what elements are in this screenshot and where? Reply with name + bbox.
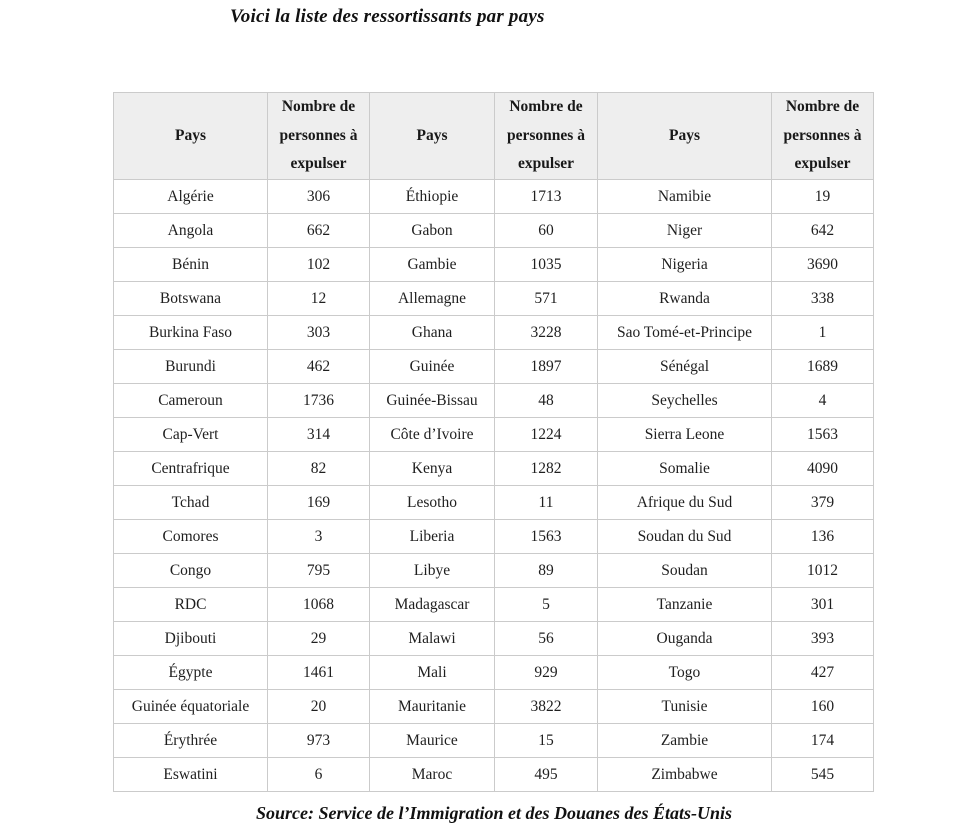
table-row <box>114 520 874 554</box>
country-cell: Zambie <box>598 724 772 758</box>
page-title: Voici la liste des ressortissants par pays <box>230 6 545 27</box>
value-cell: 160 <box>772 690 874 724</box>
value-cell: 379 <box>772 486 874 520</box>
table-row <box>114 248 874 282</box>
value-cell: 5 <box>495 588 598 622</box>
table-row <box>114 350 874 384</box>
country-cell: Botswana <box>114 282 268 316</box>
value-cell: 48 <box>495 384 598 418</box>
country-cell: Guinée équatoriale <box>114 690 268 724</box>
country-cell: Afrique du Sud <box>598 486 772 520</box>
country-cell: Érythrée <box>114 724 268 758</box>
country-cell: Libye <box>370 554 495 588</box>
value-cell: 973 <box>268 724 370 758</box>
value-cell: 60 <box>495 214 598 248</box>
value-cell: 495 <box>495 758 598 792</box>
country-cell: Gambie <box>370 248 495 282</box>
value-cell: 169 <box>268 486 370 520</box>
value-cell: 662 <box>268 214 370 248</box>
value-cell: 1282 <box>495 452 598 486</box>
country-cell: Angola <box>114 214 268 248</box>
country-cell: Côte d’Ivoire <box>370 418 495 452</box>
country-cell: Burkina Faso <box>114 316 268 350</box>
value-cell: 545 <box>772 758 874 792</box>
country-cell: Guinée <box>370 350 495 384</box>
value-cell: 1 <box>772 316 874 350</box>
value-cell: 89 <box>495 554 598 588</box>
value-cell: 1035 <box>495 248 598 282</box>
value-cell: 314 <box>268 418 370 452</box>
country-cell: Tanzanie <box>598 588 772 622</box>
value-cell: 3690 <box>772 248 874 282</box>
table-row <box>114 656 874 690</box>
country-cell: Congo <box>114 554 268 588</box>
country-cell: Cameroun <box>114 384 268 418</box>
value-cell: 338 <box>772 282 874 316</box>
country-cell: Niger <box>598 214 772 248</box>
value-cell: 642 <box>772 214 874 248</box>
value-cell: 301 <box>772 588 874 622</box>
country-cell: Eswatini <box>114 758 268 792</box>
column-header-pays: Pays <box>598 93 772 180</box>
table-body <box>114 180 874 792</box>
value-cell: 102 <box>268 248 370 282</box>
value-cell: 56 <box>495 622 598 656</box>
country-cell: Cap-Vert <box>114 418 268 452</box>
value-cell: 82 <box>268 452 370 486</box>
column-header-nombre: Nombre de personnes à expulser <box>268 93 370 180</box>
country-cell: Seychelles <box>598 384 772 418</box>
country-cell: Sénégal <box>598 350 772 384</box>
deportation-table <box>113 92 874 792</box>
country-cell: Sao Tomé-et-Principe <box>598 316 772 350</box>
country-cell: Liberia <box>370 520 495 554</box>
country-cell: Zimbabwe <box>598 758 772 792</box>
country-cell: Rwanda <box>598 282 772 316</box>
country-cell: Ouganda <box>598 622 772 656</box>
country-cell: Éthiopie <box>370 180 495 214</box>
value-cell: 303 <box>268 316 370 350</box>
country-cell: Égypte <box>114 656 268 690</box>
table-row <box>114 486 874 520</box>
value-cell: 1012 <box>772 554 874 588</box>
value-cell: 20 <box>268 690 370 724</box>
table-row <box>114 316 874 350</box>
value-cell: 1689 <box>772 350 874 384</box>
table-header <box>114 93 874 180</box>
table-row <box>114 384 874 418</box>
country-cell: Lesotho <box>370 486 495 520</box>
country-cell: Djibouti <box>114 622 268 656</box>
country-cell: Burundi <box>114 350 268 384</box>
value-cell: 929 <box>495 656 598 690</box>
header-row <box>114 93 874 180</box>
value-cell: 3822 <box>495 690 598 724</box>
country-cell: Soudan <box>598 554 772 588</box>
country-cell: Sierra Leone <box>598 418 772 452</box>
table-row <box>114 758 874 792</box>
column-header-nombre: Nombre de personnes à expulser <box>495 93 598 180</box>
value-cell: 15 <box>495 724 598 758</box>
source-caption: Source: Service de l’Immigration et des Douanes des États-Unis <box>256 803 732 823</box>
value-cell: 174 <box>772 724 874 758</box>
table-row <box>114 452 874 486</box>
country-cell: Kenya <box>370 452 495 486</box>
table-row <box>114 724 874 758</box>
country-cell: Malawi <box>370 622 495 656</box>
country-cell: Mali <box>370 656 495 690</box>
table-row <box>114 622 874 656</box>
value-cell: 11 <box>495 486 598 520</box>
value-cell: 29 <box>268 622 370 656</box>
deportation-table-container <box>113 92 875 792</box>
country-cell: Maurice <box>370 724 495 758</box>
table-row <box>114 214 874 248</box>
value-cell: 1224 <box>495 418 598 452</box>
value-cell: 1563 <box>495 520 598 554</box>
column-header-nombre: Nombre de personnes à expulser <box>772 93 874 180</box>
country-cell: Tchad <box>114 486 268 520</box>
table-row <box>114 282 874 316</box>
value-cell: 3228 <box>495 316 598 350</box>
country-cell: Gabon <box>370 214 495 248</box>
country-cell: Maroc <box>370 758 495 792</box>
country-cell: Allemagne <box>370 282 495 316</box>
value-cell: 1736 <box>268 384 370 418</box>
table-row <box>114 180 874 214</box>
country-cell: Nigeria <box>598 248 772 282</box>
value-cell: 1461 <box>268 656 370 690</box>
value-cell: 19 <box>772 180 874 214</box>
country-cell: Guinée-Bissau <box>370 384 495 418</box>
country-cell: Centrafrique <box>114 452 268 486</box>
value-cell: 393 <box>772 622 874 656</box>
value-cell: 795 <box>268 554 370 588</box>
country-cell: RDC <box>114 588 268 622</box>
column-header-pays: Pays <box>370 93 495 180</box>
value-cell: 427 <box>772 656 874 690</box>
country-cell: Soudan du Sud <box>598 520 772 554</box>
value-cell: 1068 <box>268 588 370 622</box>
value-cell: 1563 <box>772 418 874 452</box>
country-cell: Algérie <box>114 180 268 214</box>
country-cell: Comores <box>114 520 268 554</box>
country-cell: Ghana <box>370 316 495 350</box>
country-cell: Tunisie <box>598 690 772 724</box>
column-header-pays: Pays <box>114 93 268 180</box>
country-cell: Togo <box>598 656 772 690</box>
country-cell: Bénin <box>114 248 268 282</box>
table-row <box>114 588 874 622</box>
country-cell: Namibie <box>598 180 772 214</box>
country-cell: Mauritanie <box>370 690 495 724</box>
value-cell: 571 <box>495 282 598 316</box>
value-cell: 136 <box>772 520 874 554</box>
country-cell: Madagascar <box>370 588 495 622</box>
country-cell: Somalie <box>598 452 772 486</box>
value-cell: 4 <box>772 384 874 418</box>
table-row <box>114 418 874 452</box>
value-cell: 1713 <box>495 180 598 214</box>
value-cell: 12 <box>268 282 370 316</box>
value-cell: 462 <box>268 350 370 384</box>
value-cell: 3 <box>268 520 370 554</box>
value-cell: 306 <box>268 180 370 214</box>
table-row <box>114 554 874 588</box>
value-cell: 1897 <box>495 350 598 384</box>
value-cell: 6 <box>268 758 370 792</box>
table-row <box>114 690 874 724</box>
value-cell: 4090 <box>772 452 874 486</box>
